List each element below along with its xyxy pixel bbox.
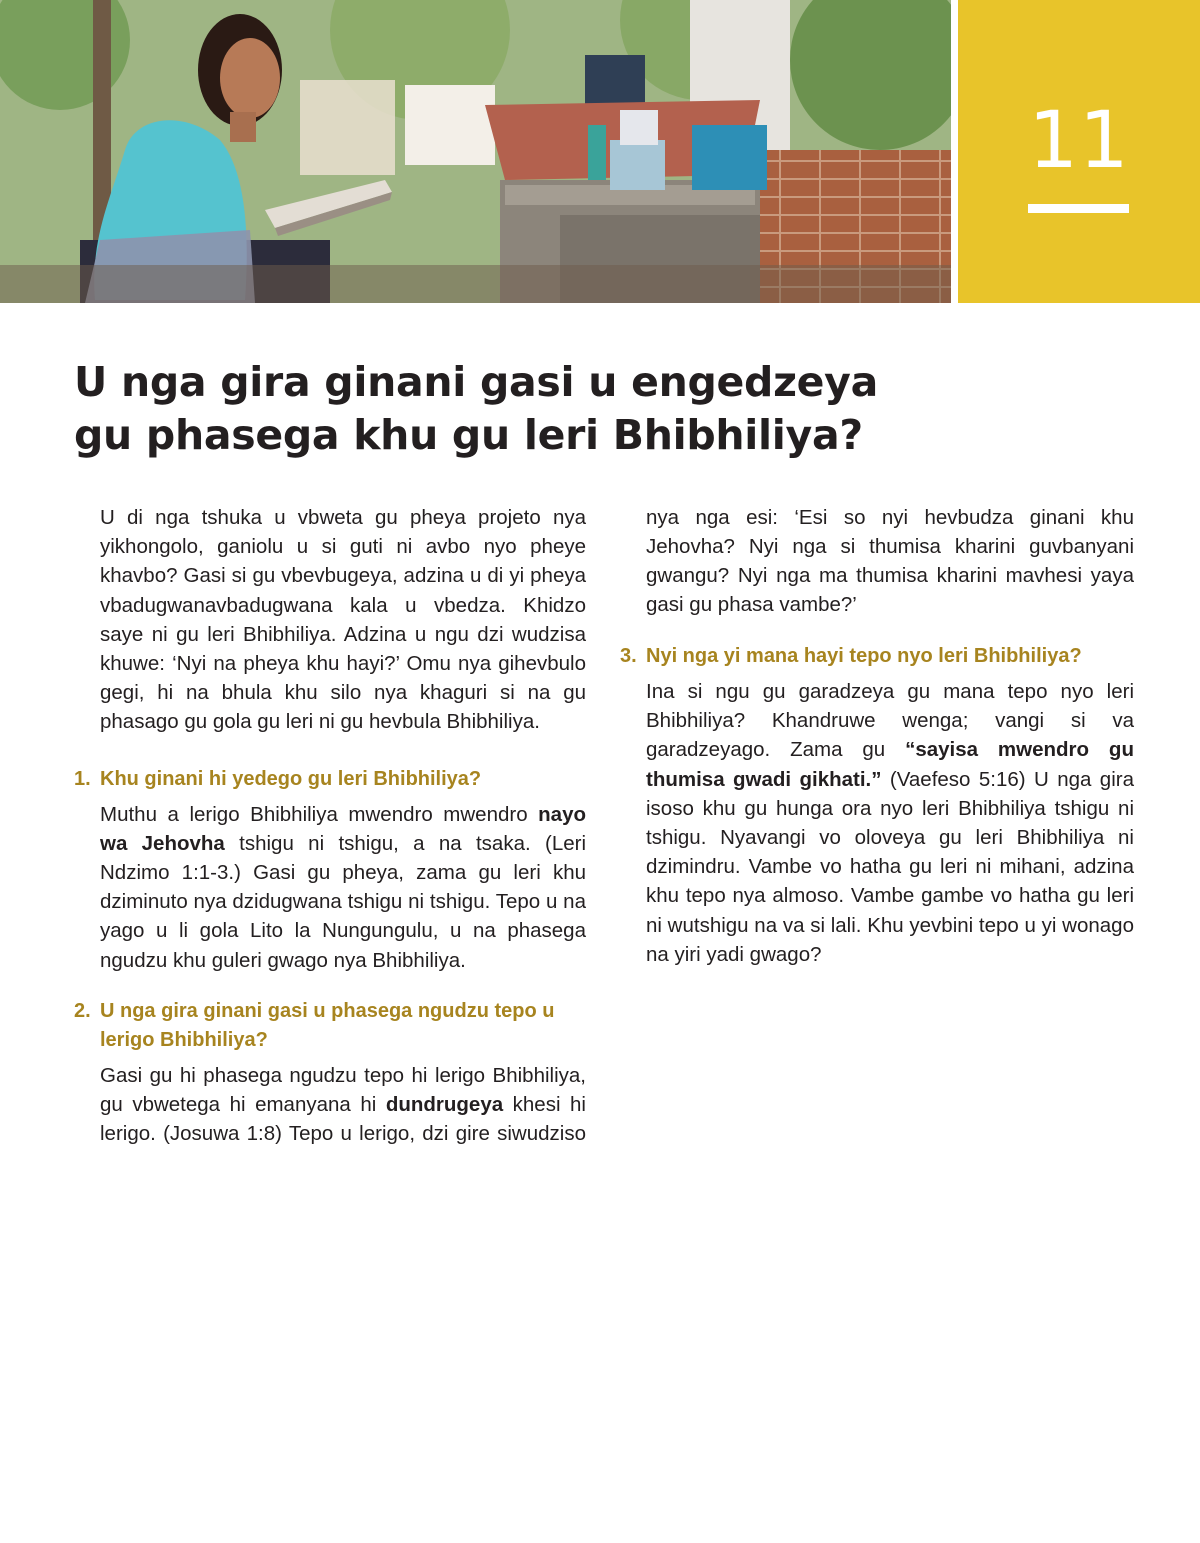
intro-paragraph: U di nga tshuka u vbweta gu pheya projeto nya yikhongolo, ganiolu u si guti ni avbo nyo pheye khavbo? Gasi si gu vbevbugeya, adzina u di yi pheya vbadugwanavbadugwana kala u vbedza. Khidzo saye ni gu leri Bhibhiliya. Adzina u ngu dzi wudzisa khuwe: ‘Nyi na pheya khu hayi?’ Omu nya gihevbulo gegi, hi na bhula khu silo nya khaguri si na gu phasago gu gola gu leri ni gu hevbula Bhibhiliya. — [100, 506, 586, 734]
section-2-number: 2. — [74, 999, 91, 1022]
section-2-question — [74, 997, 586, 1055]
page-title — [74, 356, 1074, 462]
column-right — [620, 503, 1134, 969]
section-1-number: 1. — [74, 767, 91, 790]
title-line-1: U nga gira ginani gasi u engedzeya — [74, 358, 878, 406]
section-3-text-c: (Vaefeso 5:16) U nga gira isoso khu gu hunga ora nyo leri Bhibhiliya tshigu ni tshigu. Nyavangi vo oloveya gu leri Bhibhiliya ni dzimindru. Vambe vo hatha gu leri ni mihani, adzina khu tepo nya almoso. Vambe gambe vo hatha gu leri ni wutshigu na va si lali. Khu yevbini tepo u yi wonago na yiri yadi gwago? — [646, 767, 1134, 966]
section-2-paragraph-continued — [646, 503, 1134, 620]
section-2-paragraph — [100, 1061, 586, 1149]
section-1-question — [74, 765, 586, 794]
section-2-continued-text: nya nga esi: ‘Esi so nyi hevbudza ginani khu Jehovha? Nyi nga si thumisa kharini guvbanyani gwangu? Nyi nga ma thumisa kharini mavhesi yaya gasi gu phasa vambe?’ — [646, 505, 1134, 617]
section-3-question — [620, 642, 1134, 671]
section-1-text-bold: nayo wa Jehovha — [100, 802, 586, 855]
column-left — [74, 503, 586, 1149]
lesson-number-box — [958, 0, 1200, 303]
section-3-number: 3. — [620, 645, 637, 667]
section-2-question-text: U nga gira ginani gasi u phasega ngudzu tepo u lerigo Bhibhiliya? — [100, 999, 555, 1051]
section-1-question-text: Khu ginani hi yedego gu leri Bhibhiliya? — [100, 767, 482, 790]
section-1-text-a: Muthu a lerigo Bhibhiliya mwendro mwendro — [100, 802, 539, 826]
section-1-paragraph — [100, 800, 586, 975]
lesson-number-underline — [1028, 204, 1129, 213]
section-3-text-bold: “sayisa mwendro gu thumisa gwadi gikhati.” — [646, 738, 1134, 791]
section-3-paragraph — [646, 677, 1134, 969]
title-line-2: gu phasega khu gu leri Bhibhiliya? — [74, 411, 863, 459]
photo-woman-reading-bible — [0, 0, 951, 303]
section-2-text-bold: dundrugeya — [385, 1093, 504, 1117]
section-2-text-c: khesi hi lerigo. (Josuwa 1:8) Tepo u lerigo, dzi gire siwudziso — [100, 1093, 586, 1146]
section-3-text-a: Ina si ngu gu garadzeya gu mana tepo nyo leri Bhibhiliya? Khandruwe wenga; vangi si va garadzeyago. Zama gu — [646, 680, 1134, 762]
lesson-number: 11 — [1028, 96, 1130, 186]
section-1-text-c: tshigu ni tshigu, a na tsaka. (Leri Ndzimo 1:1-3.) Gasi gu pheya, zama gu leri khu dziminuto nya dzidugwana tshigu ni tshigu. Tepo u na yago u li gola Lito la Nungungulu, u na phasega ngudzu khu guleri gwago nya Bhibhiliya. — [100, 831, 586, 972]
section-2-text-a: Gasi gu hi phasega ngudzu tepo hi lerigo Bhibhiliya, gu vbwetega hi emanyana hi — [100, 1063, 586, 1117]
section-3-question-text: Nyi nga yi mana hayi tepo nyo leri Bhibhiliya? — [646, 645, 1082, 667]
hero-photo — [0, 0, 951, 303]
